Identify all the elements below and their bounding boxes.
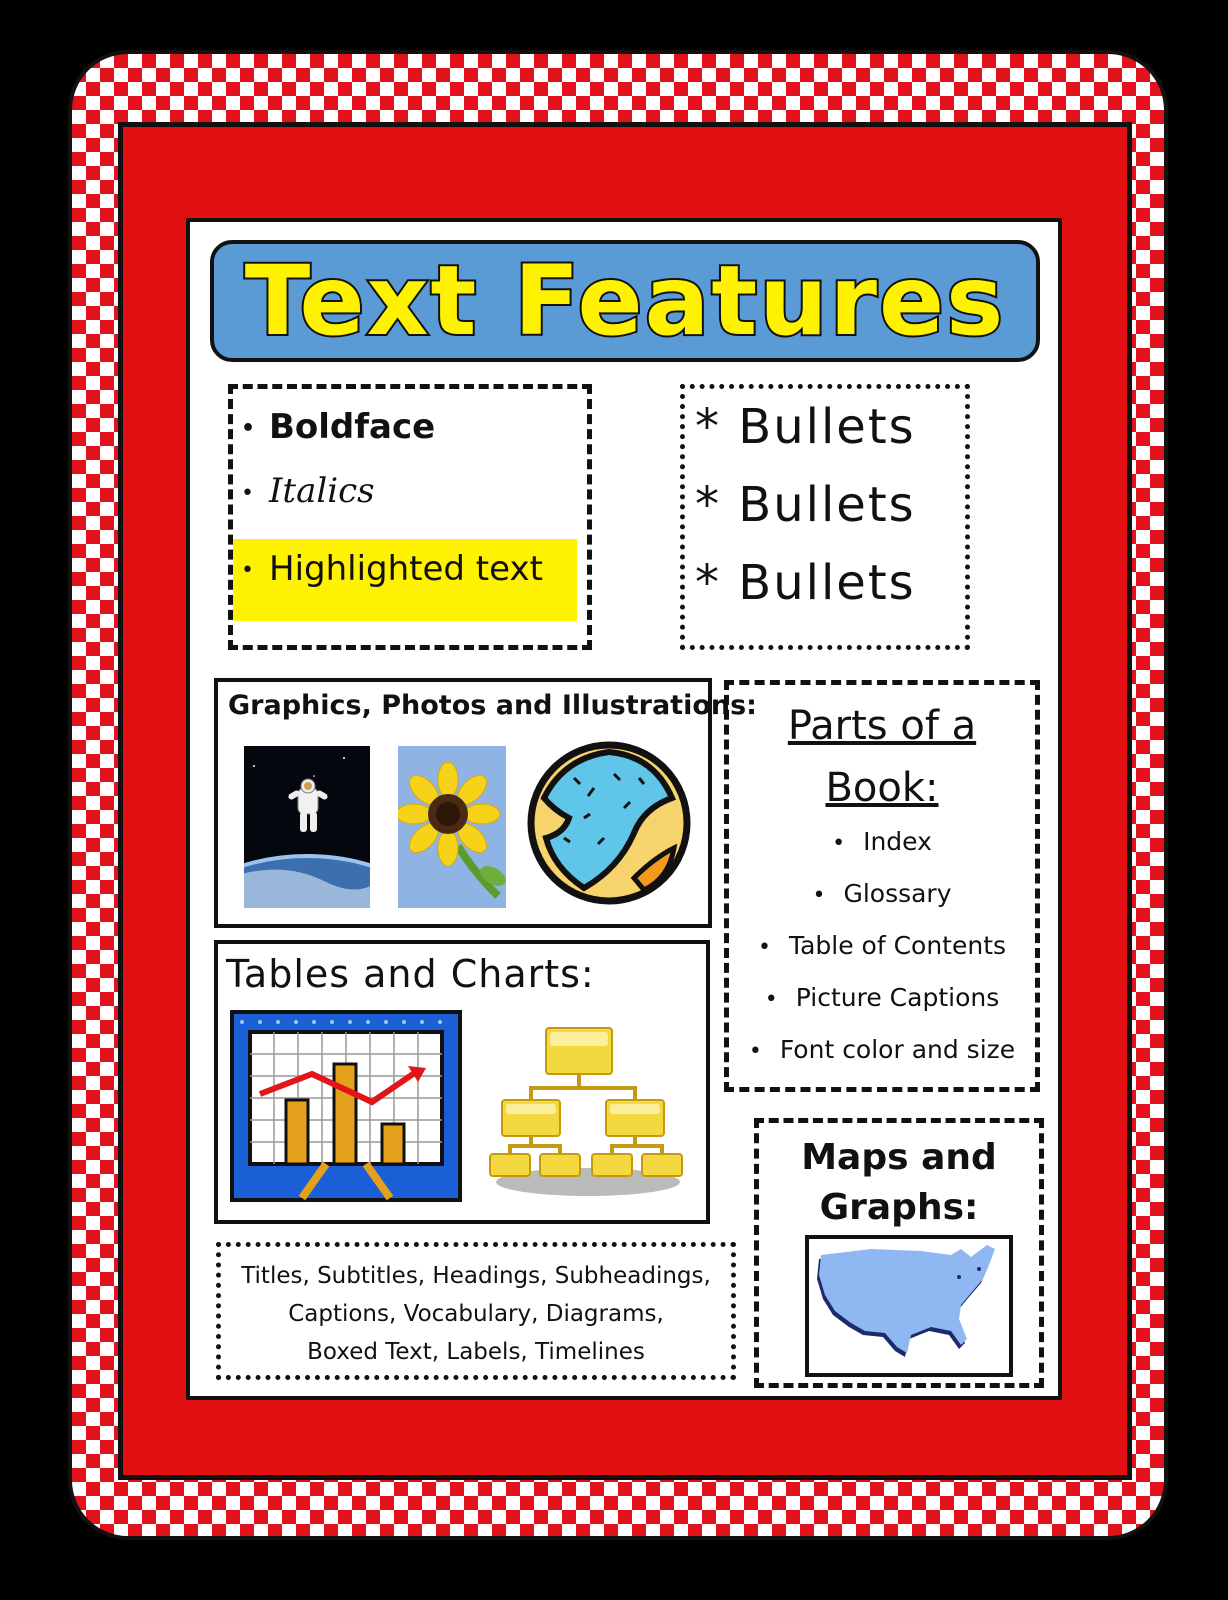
highlighted-label: Highlighted text [269, 549, 543, 589]
other-features-box [216, 1242, 736, 1380]
bullet-dot: • [241, 480, 254, 506]
graphics-box [214, 678, 757, 928]
highlighted-item [233, 539, 577, 621]
list-item: • Index [729, 827, 1035, 879]
graphics-heading: Graphics, Photos and Illustrations: [228, 690, 757, 721]
maps-heading-line1: Maps and [801, 1137, 997, 1178]
bar-chart-illustration [230, 1010, 462, 1202]
boldface-label: Boldface [269, 407, 436, 447]
astronaut-photo [244, 746, 370, 908]
flowchart-illustration [488, 1024, 688, 1202]
maps-graphs-box [754, 1118, 1044, 1388]
sunflower-photo [398, 746, 506, 908]
italics-item [241, 471, 375, 511]
maps-heading [759, 1133, 1039, 1233]
formatting-box [228, 384, 592, 650]
italics-label: Italics [269, 471, 375, 511]
maps-heading-line2: Graphs: [819, 1187, 979, 1228]
list-item: • Font color and size [729, 1035, 1035, 1087]
title-banner [210, 240, 1040, 362]
parts-of-book-box [724, 680, 1040, 1092]
tables-charts-box [214, 940, 710, 1224]
other-features-text [221, 1257, 731, 1371]
bullet-dot: • [241, 558, 254, 583]
list-item: • Glossary [729, 879, 1035, 931]
parts-of-book-heading [729, 695, 1035, 819]
other-features-line: Boxed Text, Labels, Timelines [307, 1339, 645, 1365]
bullet-dot: • [241, 416, 256, 441]
parts-of-book-list [729, 827, 1035, 1087]
bullets-item: * Bullets [695, 399, 916, 455]
list-item: • Table of Contents [729, 931, 1035, 983]
other-features-line: Captions, Vocabulary, Diagrams, [288, 1301, 664, 1327]
bullets-item: * Bullets [695, 477, 916, 533]
poster-title: Text Features [244, 245, 1006, 357]
usa-map-icon [805, 1235, 1013, 1377]
list-item: • Picture Captions [729, 983, 1035, 1035]
other-features-line: Titles, Subtitles, Headings, Subheadings, [241, 1263, 711, 1289]
bullets-item: * Bullets [695, 555, 916, 611]
boldface-item [241, 407, 435, 447]
tables-heading: Tables and Charts: [226, 952, 595, 996]
parts-heading-line1: Parts of a [787, 703, 977, 749]
parts-heading-line2: Book: [825, 765, 939, 811]
bullets-box [680, 384, 970, 650]
globe-illustration [524, 738, 694, 908]
